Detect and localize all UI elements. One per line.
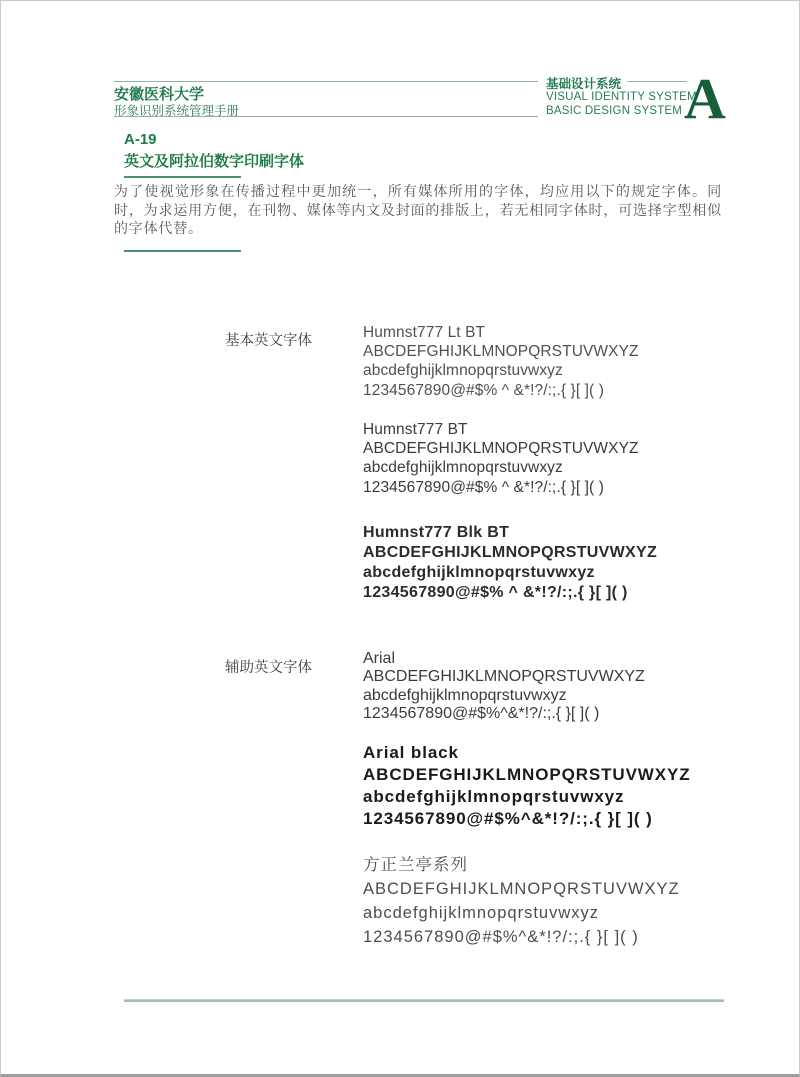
manual-title: 形象识别系统管理手册	[114, 104, 240, 118]
specimen-lowercase: abcdefghijklmnopqrstuvwxyz	[363, 459, 563, 477]
group-label-basic-english: 基本英文字体	[225, 333, 312, 349]
specimen-font-name: Arial	[363, 650, 396, 667]
section-title: 英文及阿拉伯数字印刷字体	[124, 153, 305, 170]
specimen-uppercase: ABCDEFGHIJKLMNOPQRSTUVWXYZ	[363, 668, 645, 686]
system-title-en-2: BASIC DESIGN SYSTEM	[546, 105, 683, 117]
font-specimen-arial	[363, 650, 645, 724]
specimen-lowercase: abcdefghijklmnopqrstuvwxyz	[363, 564, 595, 581]
system-title-cn: 基础设计系统	[546, 77, 622, 91]
specimen-uppercase: ABCDEFGHIJKLMNOPQRSTUVWXYZ	[363, 765, 691, 784]
specimen-lowercase: abcdefghijklmnopqrstuvwxyz	[363, 787, 625, 806]
specimen-uppercase: ABCDEFGHIJKLMNOPQRSTUVWXYZ	[363, 880, 680, 898]
title-rule-bottom	[124, 250, 241, 252]
specimen-uppercase: ABCDEFGHIJKLMNOPQRSTUVWXYZ	[363, 440, 639, 458]
font-specimen-arial-black	[363, 742, 691, 830]
font-specimen-humnst777-lt-bt	[363, 323, 639, 400]
title-rule-top	[124, 176, 241, 178]
specimen-figures: 1234567890@#$%^&*!?/:;.{ }[ ]( )	[363, 928, 639, 946]
specimen-font-name: 方正兰亭系列	[363, 856, 468, 874]
group-label-auxiliary-english: 辅助英文字体	[225, 660, 312, 676]
section-body-text: 为了使视觉形象在传播过程中更加统一，所有媒体所用的字体，均应用以下的规定字体。同时，为求运用方便，在刊物、媒体等内文及封面的排版上，若无相同字体时，可选择字型相似的字体代替。	[114, 183, 722, 237]
specimen-figures: 1234567890@#$%^&*!?/:;.{ }[ ]( )	[363, 809, 653, 828]
system-title-en-1: VISUAL IDENTITY SYSTEM	[546, 91, 697, 103]
specimen-font-name: Humnst777 BT	[363, 421, 468, 438]
footer-rule	[124, 999, 724, 1002]
specimen-figures: 1234567890@#$%^&*!?/:;.{ }[ ]( )	[363, 705, 600, 723]
organization-name: 安徽医科大学	[114, 86, 205, 103]
specimen-lowercase: abcdefghijklmnopqrstuvwxyz	[363, 904, 600, 922]
specimen-lowercase: abcdefghijklmnopqrstuvwxyz	[363, 686, 567, 704]
header-top-rule-right	[627, 81, 687, 82]
specimen-uppercase: ABCDEFGHIJKLMNOPQRSTUVWXYZ	[363, 343, 639, 361]
specimen-figures: 1234567890@#$% ^ &*!?/:;.{ }[ ]( )	[363, 381, 604, 399]
font-specimen-humnst777-blk-bt	[363, 523, 657, 603]
specimen-figures: 1234567890@#$% ^ &*!?/:;.{ }[ ]( )	[363, 478, 604, 496]
specimen-font-name: Humnst777 Lt BT	[363, 324, 486, 341]
header-top-rule-left	[114, 81, 538, 82]
specimen-font-name: Humnst777 Blk BT	[363, 524, 510, 541]
section-code: A-19	[124, 131, 157, 148]
specimen-uppercase: ABCDEFGHIJKLMNOPQRSTUVWXYZ	[363, 544, 658, 561]
specimen-lowercase: abcdefghijklmnopqrstuvwxyz	[363, 362, 563, 380]
section-letter-mark: A	[684, 66, 726, 131]
font-specimen-humnst777-bt	[363, 420, 639, 497]
font-specimen-fz-lanting	[363, 853, 680, 949]
specimen-figures: 1234567890@#$% ^ &*!?/:;.{ }[ ]( )	[363, 584, 628, 601]
specimen-font-name: Arial black	[363, 743, 459, 762]
